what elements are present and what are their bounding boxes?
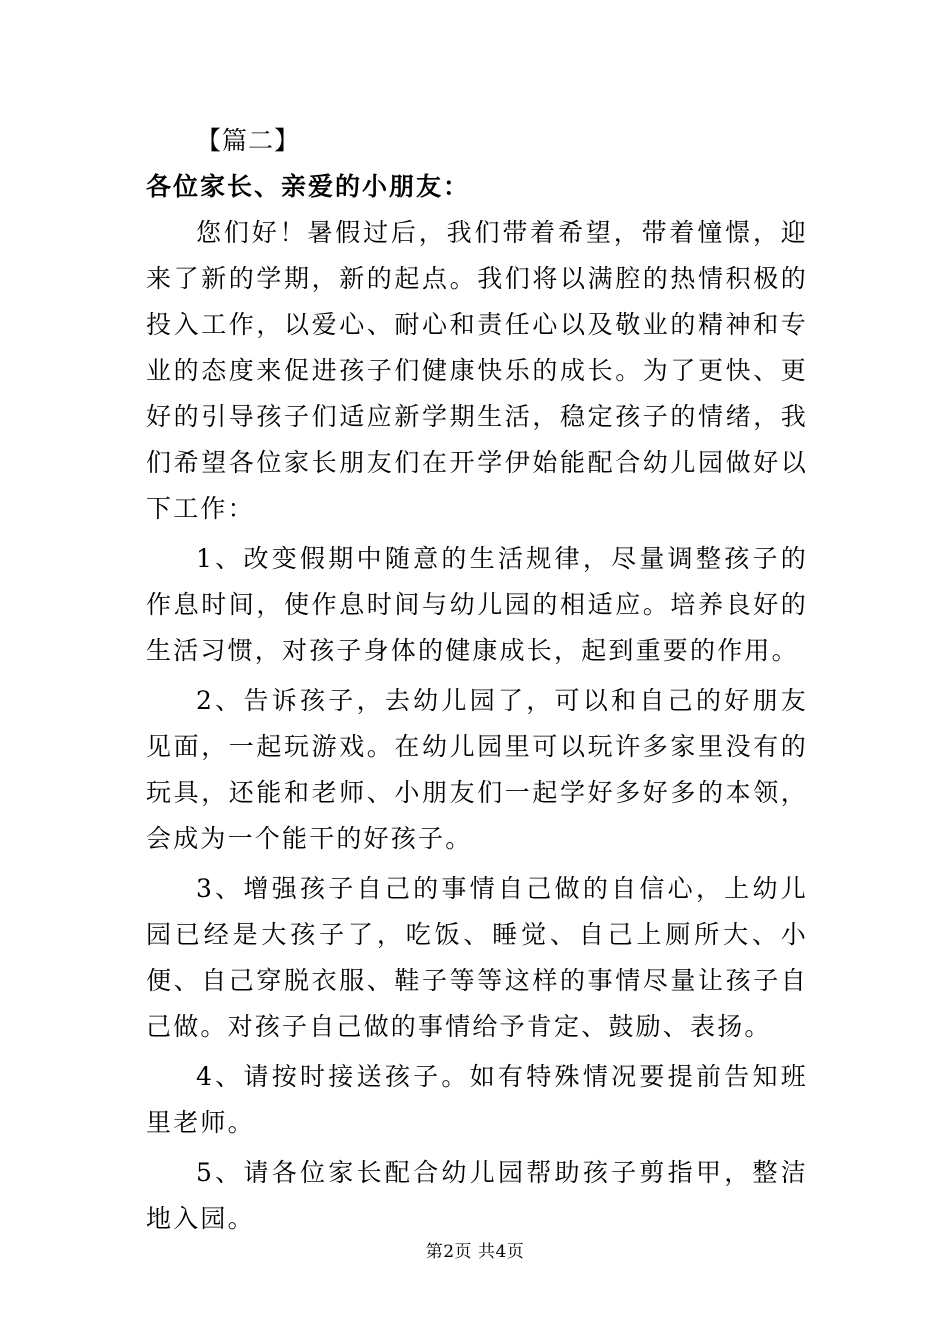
paragraph-item-2: 2、告诉孩子，去幼儿园了，可以和自己的好朋友见面，一起玩游戏。在幼儿园里可以玩许多家里没有的玩具，还能和老师、小朋友们一起学好多好多的本领，会成为一个能干的好孩子。 [146,686,808,853]
greeting: 各位家长、亲爱的小朋友： [146,172,471,201]
section-title: 【篇二】 [196,126,301,155]
paragraph-item-5: 5、请各位家长配合幼儿园帮助孩子剪指甲，整洁地入园。 [146,1158,808,1233]
page-number-footer: 第2页 共4页 [425,1242,525,1262]
paragraph-item-4: 4、请按时接送孩子。如有特殊情况要提前告知班里老师。 [146,1062,808,1137]
body-text [146,210,808,1242]
paragraph-item-3: 3、增强孩子自己的事情自己做的自信心，上幼儿园已经是大孩子了，吃饭、睡觉、自己上厕所大、小便、自己穿脱衣服、鞋子等等这样的事情尽量让孩子自己做。对孩子自己做的事情给予肯定、鼓励、表扬。 [146,874,808,1041]
paragraph-item-1: 1、改变假期中随意的生活规律，尽量调整孩子的作息时间，使作息时间与幼儿园的相适应。培养良好的生活习惯，对孩子身体的健康成长，起到重要的作用。 [146,544,808,665]
paragraph-intro: 您们好！暑假过后，我们带着希望，带着憧憬，迎来了新的学期，新的起点。我们将以满腔的热情积极的投入工作，以爱心、耐心和责任心以及敬业的精神和专业的态度来促进孩子们健康快乐的成长。为了更快、更好的引导孩子们适应新学期生活，稳定孩子的情绪，我们希望各位家长朋友们在开学伊始能配合幼儿园做好以下工作： [146,218,808,523]
